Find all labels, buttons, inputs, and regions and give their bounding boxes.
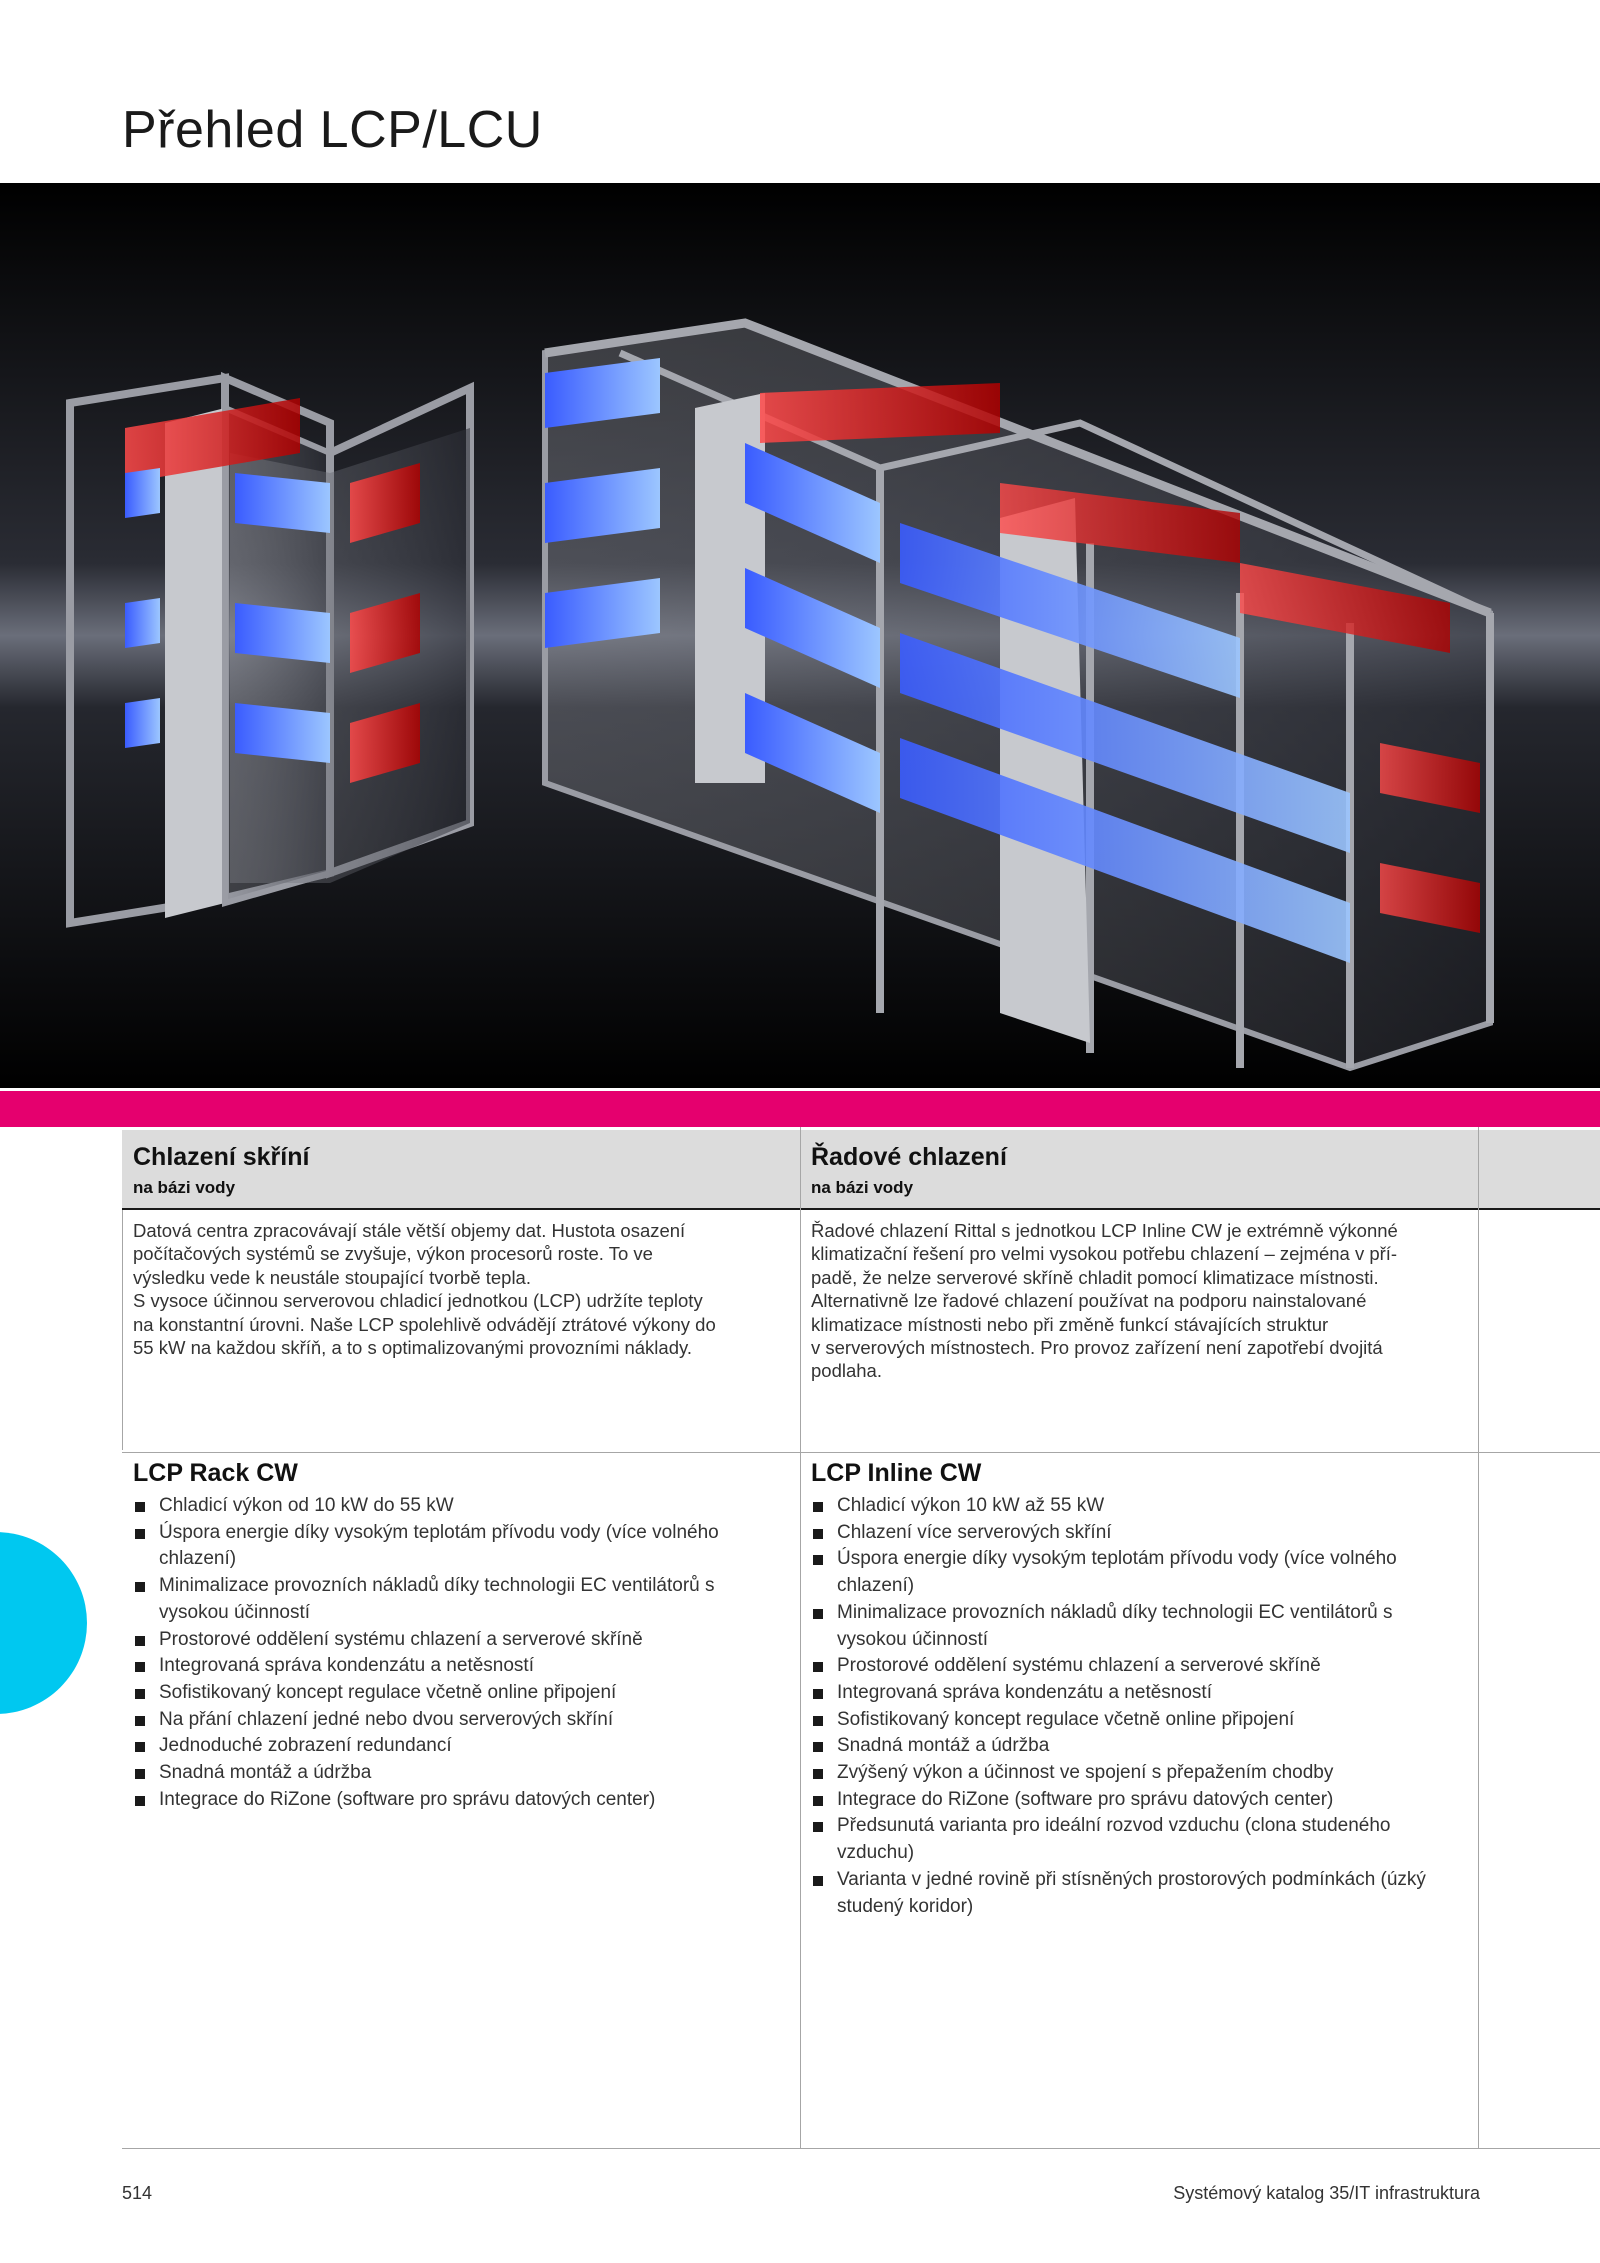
intro-line: na konstantní úrovni. Naše LCP spolehlivě odvádějí ztrátové výkony do — [133, 1313, 716, 1335]
catalog-footer: Systémový katalog 35/IT infrastruktura — [1173, 2183, 1480, 2203]
list-item: Úspora energie díky vysokým teplotám přívodu vody (více volného chlazení) — [133, 1520, 788, 1573]
intro-line: Řadové chlazení Rittal s jednotkou LCP Inline CW je extrémně výkonné — [811, 1220, 1398, 1241]
column-subheading: na bázi vody — [811, 1178, 914, 1197]
list-item: Prostorové oddělení systému chlazení a serverové skříně — [811, 1653, 1466, 1680]
column-heading: Chlazení skříní — [133, 1143, 310, 1171]
footer-divider — [122, 2148, 1600, 2149]
intro-line: klimatizace místnosti nebo při změně funkcí stávajících struktur — [811, 1313, 1329, 1335]
server-racks-illustration — [0, 183, 1600, 1088]
column-subheading: na bázi vody — [133, 1178, 236, 1197]
list-item: Integrace do RiZone (software pro správu datových center) — [811, 1787, 1466, 1814]
list-item: Snadná montáž a údržba — [133, 1760, 788, 1787]
page-title: Přehled LCP/LCU — [122, 101, 543, 159]
list-item: Zvýšený výkon a účinnost ve spojení s přepažením chodby — [811, 1760, 1466, 1787]
list-item: Minimalizace provozních nákladů díky technologii EC ventilátorů s vysokou účinností — [133, 1573, 788, 1626]
list-item: Chladicí výkon 10 kW až 55 kW — [811, 1493, 1466, 1520]
list-item: Integrovaná správa kondenzátu a netěsností — [811, 1680, 1466, 1707]
list-item: Předsunutá varianta pro ideální rozvod vzduchu (clona studeného vzduchu) — [811, 1813, 1466, 1866]
intro-line: podlaha. — [811, 1360, 882, 1382]
accent-bar — [0, 1091, 1600, 1127]
hero-image — [0, 183, 1600, 1088]
feature-list-right — [811, 1493, 1466, 1920]
intro-text-right — [811, 1219, 1398, 1383]
product-title-left: LCP Rack CW — [133, 1459, 298, 1487]
feature-list-left — [133, 1493, 788, 1813]
intro-line: Alternativně lze řadové chlazení používat na podporu nainstalované — [811, 1290, 1367, 1312]
grid-line — [1478, 1127, 1479, 2148]
intro-line: 55 kW na každou skříň, a to s optimalizovanými provozními náklady. — [133, 1337, 693, 1359]
column-heading: Řadové chlazení — [811, 1143, 1007, 1171]
list-item: Minimalizace provozních nákladů díky technologii EC ventilátorů s vysokou účinností — [811, 1600, 1466, 1653]
list-item: Sofistikovaný koncept regulace včetně online připojení — [133, 1680, 788, 1707]
intro-line: v serverových místnostech. Pro provoz zařízení není zapotřebí dvojitá — [811, 1337, 1383, 1359]
grid-line — [122, 1210, 123, 1450]
list-item: Integrace do RiZone (software pro správu datových center) — [133, 1787, 788, 1814]
list-item: Varianta v jedné rovině při stísněných prostorových podmínkách (úzký studený koridor) — [811, 1867, 1466, 1920]
intro-line: počítačových systémů se zvyšuje, výkon procesorů roste. To ve — [133, 1243, 653, 1265]
intro-text-left — [133, 1219, 716, 1359]
product-title-right: LCP Inline CW — [811, 1459, 982, 1487]
list-item: Chlazení více serverových skříní — [811, 1520, 1466, 1547]
page-number: 514 — [122, 2183, 153, 2203]
list-item: Úspora energie díky vysokým teplotám přívodu vody (více volného chlazení) — [811, 1546, 1466, 1599]
list-item: Integrovaná správa kondenzátu a netěsností — [133, 1653, 788, 1680]
intro-line: Datová centra zpracovávají stále větší objemy dat. Hustota osazení — [133, 1220, 686, 1241]
list-item: Prostorové oddělení systému chlazení a serverové skříně — [133, 1627, 788, 1654]
grid-line — [800, 1127, 801, 2148]
intro-line: klimatizační řešení pro velmi vysokou potřebu chlazení – zejména v pří- — [811, 1243, 1398, 1265]
intro-line: výsledku vede k neustále stoupající tvorbě tepla. — [133, 1266, 531, 1288]
intro-line: S vysoce účinnou serverovou chladicí jednotkou (LCP) udržíte teploty — [133, 1290, 703, 1312]
list-item: Chladicí výkon od 10 kW do 55 kW — [133, 1493, 788, 1520]
list-item: Na přání chlazení jedné nebo dvou serverových skříní — [133, 1707, 788, 1734]
chapter-tab-marker — [0, 1532, 87, 1714]
list-item: Jednoduché zobrazení redundancí — [133, 1733, 788, 1760]
column-header-left — [133, 1143, 309, 1198]
list-item: Sofistikovaný koncept regulace včetně online připojení — [811, 1707, 1466, 1734]
column-header-right — [811, 1143, 1007, 1198]
section-divider — [122, 1452, 1600, 1453]
intro-line: padě, že nelze serverové skříně chladit pomocí klimatizace místnosti. — [811, 1266, 1379, 1288]
list-item: Snadná montáž a údržba — [811, 1733, 1466, 1760]
